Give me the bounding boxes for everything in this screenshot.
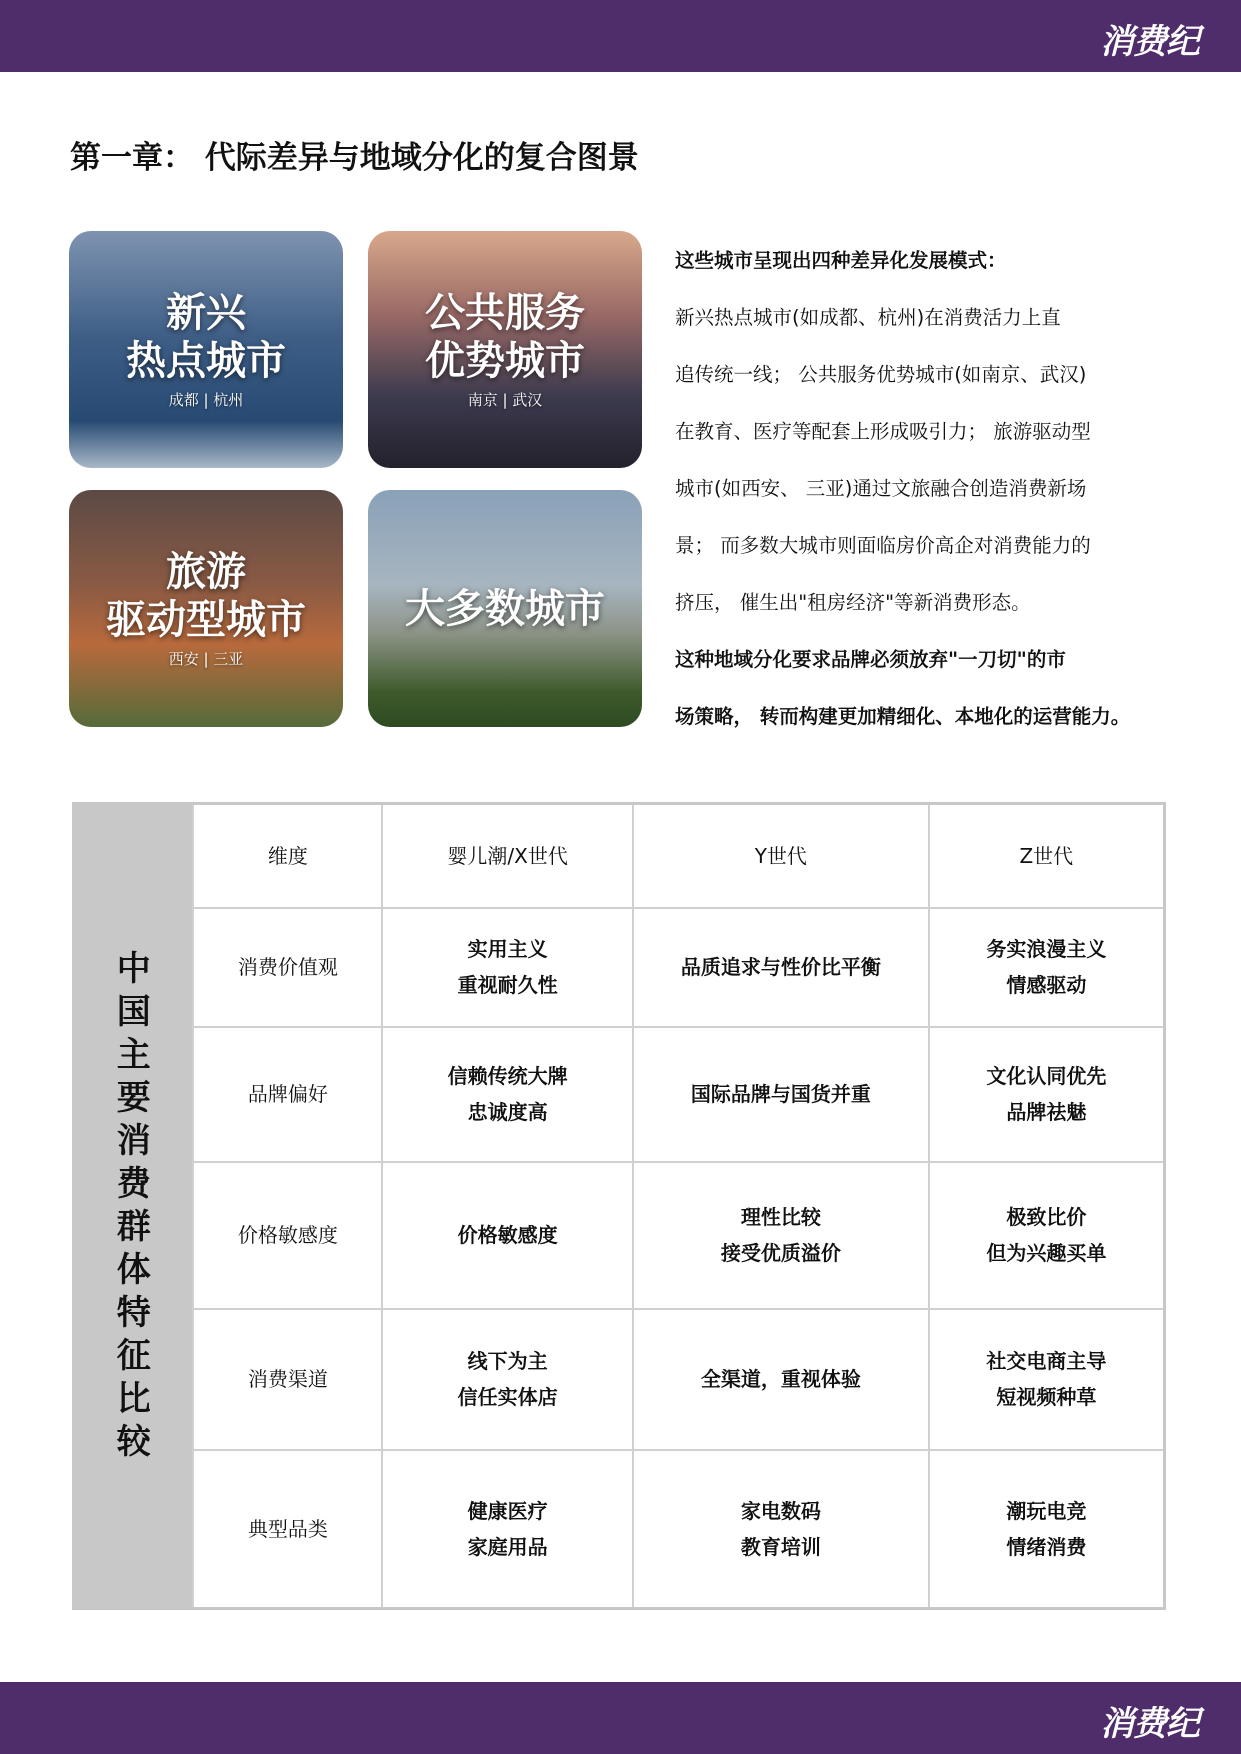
cell-line: 健康医疗 xyxy=(467,1498,548,1523)
table-row xyxy=(74,1450,1165,1609)
summary-paragraph xyxy=(675,232,1215,745)
cell-line: 信赖传统大牌 xyxy=(447,1064,568,1088)
cell-line: 情感驱动 xyxy=(1006,973,1087,997)
side-title-char: 国 xyxy=(116,992,151,1032)
city-type-card xyxy=(368,231,642,468)
side-title-char: 要 xyxy=(116,1078,151,1118)
column-header: Z世代 xyxy=(929,804,1165,908)
table-cell xyxy=(929,1027,1165,1162)
side-title-char: 征 xyxy=(116,1336,151,1376)
paragraph-line: 追传统一线； 公共服务优势城市(如南京、武汉) xyxy=(675,363,1087,386)
card-title: 公共服务 xyxy=(425,290,585,336)
table-cell xyxy=(929,908,1165,1027)
table-row xyxy=(74,1309,1165,1450)
card-title: 大多数城市 xyxy=(405,585,605,632)
cell-line: 但为兴趣买单 xyxy=(986,1241,1107,1265)
table-cell xyxy=(633,1309,929,1450)
dimension-cell: 消费渠道 xyxy=(193,1309,382,1450)
header-bar xyxy=(0,0,1241,72)
cell-line: 忠诚度高 xyxy=(467,1100,548,1124)
cell-line: 线下为主 xyxy=(467,1349,548,1373)
side-title-char: 体 xyxy=(116,1250,151,1290)
side-title-char: 群 xyxy=(116,1207,151,1247)
cell-line: 潮玩电竞 xyxy=(1006,1498,1087,1523)
cell-line: 国际品牌与国货并重 xyxy=(690,1082,871,1106)
cell-line: 短视频种草 xyxy=(996,1385,1097,1409)
table-cell xyxy=(382,1309,633,1450)
footer-bar xyxy=(0,1682,1241,1754)
table-cell xyxy=(633,908,929,1027)
cell-line: 家庭用品 xyxy=(467,1534,548,1559)
column-header: 维度 xyxy=(193,804,382,908)
cell-line: 实用主义 xyxy=(467,937,548,961)
paragraph-line: 挤压， 催生出"租房经济"等新消费形态。 xyxy=(675,591,1031,614)
table-row xyxy=(74,908,1165,1027)
generation-comparison-table xyxy=(72,802,1166,1610)
cell-line: 品质追求与性价比平衡 xyxy=(680,955,881,979)
card-title: 新兴 xyxy=(166,290,246,336)
paragraph-line: 景； 而多数大城市则面临房价高企对消费能力的 xyxy=(675,534,1091,557)
cell-line: 教育培训 xyxy=(740,1534,821,1559)
dimension-cell: 价格敏感度 xyxy=(193,1162,382,1309)
card-cities: 西安 | 三亚 xyxy=(168,650,244,668)
city-type-card xyxy=(69,231,343,468)
column-header: 婴儿潮/X世代 xyxy=(382,804,633,908)
cell-line: 品牌祛魅 xyxy=(1006,1100,1087,1124)
paragraph-line: 城市(如西安、 三亚)通过文旅融合创造消费新场 xyxy=(675,477,1087,500)
side-title-char: 较 xyxy=(116,1422,151,1462)
cell-line: 社交电商主导 xyxy=(986,1349,1107,1373)
side-title-char: 主 xyxy=(116,1035,151,1075)
side-title-char: 比 xyxy=(116,1379,151,1419)
cell-line: 情绪消费 xyxy=(1006,1534,1087,1559)
table-cell xyxy=(382,1162,633,1309)
cell-line: 文化认同优先 xyxy=(986,1064,1107,1088)
card-cities: 南京 | 武汉 xyxy=(467,391,543,409)
cell-line: 价格敏感度 xyxy=(457,1223,558,1247)
table-side-title xyxy=(74,804,194,1609)
cell-line: 家电数码 xyxy=(740,1498,821,1523)
side-title-char: 特 xyxy=(116,1293,151,1333)
card-title: 热点城市 xyxy=(126,338,286,384)
table-cell xyxy=(382,1450,633,1609)
table-cell xyxy=(929,1162,1165,1309)
dimension-cell: 品牌偏好 xyxy=(193,1027,382,1162)
cell-line: 接受优质溢价 xyxy=(720,1241,841,1265)
conclusion-line: 场策略， 转而构建更加精细化、本地化的运营能力。 xyxy=(675,705,1131,728)
table-header-row xyxy=(74,804,1165,908)
city-type-card xyxy=(69,490,343,727)
table-cell xyxy=(382,1027,633,1162)
card-title: 旅游 xyxy=(166,549,246,595)
table-cell xyxy=(633,1450,929,1609)
cell-line: 务实浪漫主义 xyxy=(986,937,1107,961)
cell-line: 全渠道，重视体验 xyxy=(700,1367,861,1391)
table-cell xyxy=(633,1162,929,1309)
paragraph-line: 新兴热点城市(如成都、杭州)在消费活力上直 xyxy=(675,306,1061,329)
conclusion-line: 这种地域分化要求品牌必须放弃"一刀切"的市 xyxy=(675,648,1066,671)
side-title-char: 费 xyxy=(116,1164,151,1204)
side-title-char: 消 xyxy=(116,1121,151,1161)
card-title: 驱动型城市 xyxy=(106,597,306,643)
side-title-char: 中 xyxy=(116,949,151,989)
table-cell xyxy=(929,1450,1165,1609)
brand-logo: 消费纪 xyxy=(1100,1704,1199,1744)
table-row xyxy=(74,1027,1165,1162)
page-title: 第一章： 代际差异与地域分化的复合图景 xyxy=(70,140,639,176)
table-cell xyxy=(633,1027,929,1162)
dimension-cell: 典型品类 xyxy=(193,1450,382,1609)
card-title: 优势城市 xyxy=(425,338,585,384)
card-cities: 成都 | 杭州 xyxy=(168,391,244,409)
table-row xyxy=(74,1162,1165,1309)
table-cell xyxy=(929,1309,1165,1450)
dimension-cell: 消费价值观 xyxy=(193,908,382,1027)
column-header: Y世代 xyxy=(633,804,929,908)
paragraph-heading: 这些城市呈现出四种差异化发展模式： xyxy=(675,249,1007,272)
cell-line: 理性比较 xyxy=(740,1205,821,1229)
brand-logo: 消费纪 xyxy=(1100,22,1199,62)
cell-line: 重视耐久性 xyxy=(457,973,558,997)
cell-line: 极致比价 xyxy=(1006,1205,1087,1229)
paragraph-line: 在教育、医疗等配套上形成吸引力； 旅游驱动型 xyxy=(675,420,1091,443)
cell-line: 信任实体店 xyxy=(457,1385,558,1409)
city-type-card xyxy=(368,490,642,727)
table-cell xyxy=(382,908,633,1027)
